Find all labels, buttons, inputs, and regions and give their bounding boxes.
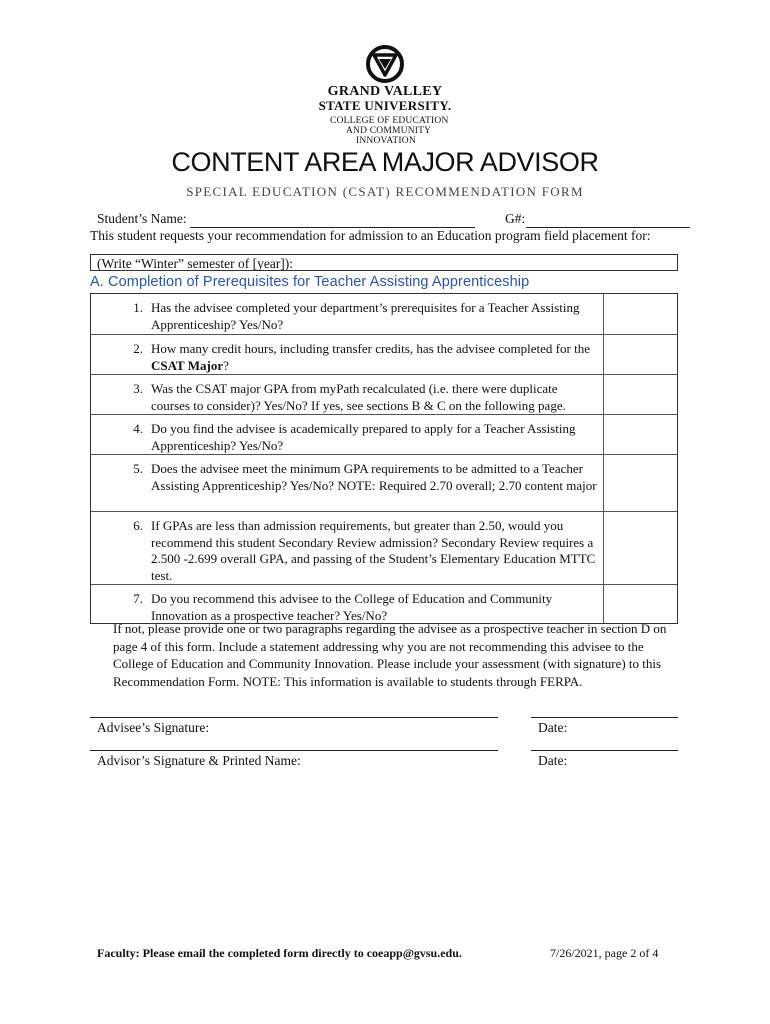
date-label-2: Date: [538, 753, 568, 768]
item-number: 4. [133, 421, 143, 436]
followup-instructions: If not, please provide one or two paragraphs regarding the advisee as a prospective teacher in section D on page 4 of this form. Include a statement addressing why you are not recommending this advisee to the College of Education and Community Innovation. Please include your assessment (with signature) to this Recommendation Form. NOTE: This information is available to students through FERPA. [113, 621, 667, 689]
item-question: Does the advisee meet the minimum GPA requirements to be admitted to a Teacher Assisting Apprenticeship? Yes/No? NOTE: Required 2.70 overall; 2.70 content major [151, 461, 597, 493]
university-name-line1: GRAND VALLEY [327, 84, 443, 99]
footer-page-info: 7/26/2021, page 2 of 4 [550, 946, 659, 960]
answer-cell[interactable] [604, 335, 677, 374]
semester-field[interactable] [90, 254, 678, 271]
answer-cell[interactable] [604, 455, 677, 511]
form-subtitle: SPECIAL EDUCATION (CSAT) RECOMMENDATION FORM [186, 184, 584, 199]
section-a-heading: A. Completion of Prerequisites for Teacher Assisting Apprenticeship [90, 274, 530, 290]
date-line-1[interactable] [531, 717, 678, 718]
item-question: If GPAs are less than admission requirements, but greater than 2.50, would you recommend this student Secondary Review admission? Secondary Review requires a 2.500 -2.699 overall GPA, and passing of the Student’s Elementary Education MTTC test. [151, 518, 596, 583]
prerequisites-table [90, 293, 678, 624]
request-statement: This student requests your recommendation for admission to an Education program field placement for: [90, 228, 651, 243]
advisee-signature-line[interactable] [90, 717, 498, 718]
advisor-signature-line[interactable] [90, 750, 498, 751]
semester-prompt: (Write “Winter” semester of [year]): [97, 256, 294, 271]
item-question-bold: CSAT Major [151, 357, 224, 373]
student-name-label: Student’s Name: [97, 211, 187, 226]
item-number: 6. [133, 518, 143, 533]
item-number: 3. [133, 381, 143, 396]
table-row [91, 585, 677, 623]
college-name-line1: COLLEGE OF EDUCATION [330, 116, 449, 126]
item-question: Do you find the advisee is academically prepared to apply for a Teacher Assisting Apprenticeship? Yes/No? [151, 421, 576, 453]
item-question-text: How many credit hours, including transfer credits, has the advisee completed for the [151, 341, 590, 356]
gnum-label: G#: [505, 211, 526, 226]
item-question: Do you recommend this advisee to the College of Education and Community Innovation as a prospective teacher? Yes/No? [151, 591, 553, 623]
item-number: 2. [133, 341, 143, 356]
table-row [91, 294, 677, 335]
item-question: Has the advisee completed your department’s prerequisites for a Teacher Assisting Apprenticeship? Yes/No? [151, 300, 580, 332]
date-line-2[interactable] [531, 750, 678, 751]
university-name-line2: STATE UNIVERSITY. [318, 98, 452, 113]
item-question: Was the CSAT major GPA from myPath recalculated (i.e. there were duplicate courses to consider)? Yes/No? If yes, see sections B & C on the following page. [151, 381, 566, 413]
table-row [91, 512, 677, 585]
footer-instructions: Faculty: Please email the completed form directly to coeapp@gvsu.edu. [97, 946, 462, 960]
item-number: 7. [133, 591, 143, 606]
advisor-signature-label: Advisor’s Signature & Printed Name: [97, 753, 301, 768]
answer-cell[interactable] [604, 294, 677, 334]
answer-cell[interactable] [604, 585, 677, 623]
item-number: 5. [133, 461, 143, 476]
page-title: CONTENT AREA MAJOR ADVISOR [171, 147, 599, 177]
item-question-text-end: ? [223, 357, 229, 373]
table-row [91, 455, 677, 512]
table-row [91, 415, 677, 455]
college-name-line2: AND COMMUNITY [346, 126, 432, 136]
date-label-1: Date: [538, 720, 568, 735]
answer-cell[interactable] [604, 375, 677, 414]
answer-cell[interactable] [604, 512, 677, 584]
item-number: 1. [133, 300, 143, 315]
table-row [91, 335, 677, 375]
answer-cell[interactable] [604, 415, 677, 454]
college-name-line3: INNOVATION [356, 136, 416, 146]
gvsu-logo-icon [366, 44, 404, 84]
table-row [91, 375, 677, 415]
advisee-signature-label: Advisee’s Signature: [97, 720, 210, 735]
item-question [151, 341, 599, 374]
